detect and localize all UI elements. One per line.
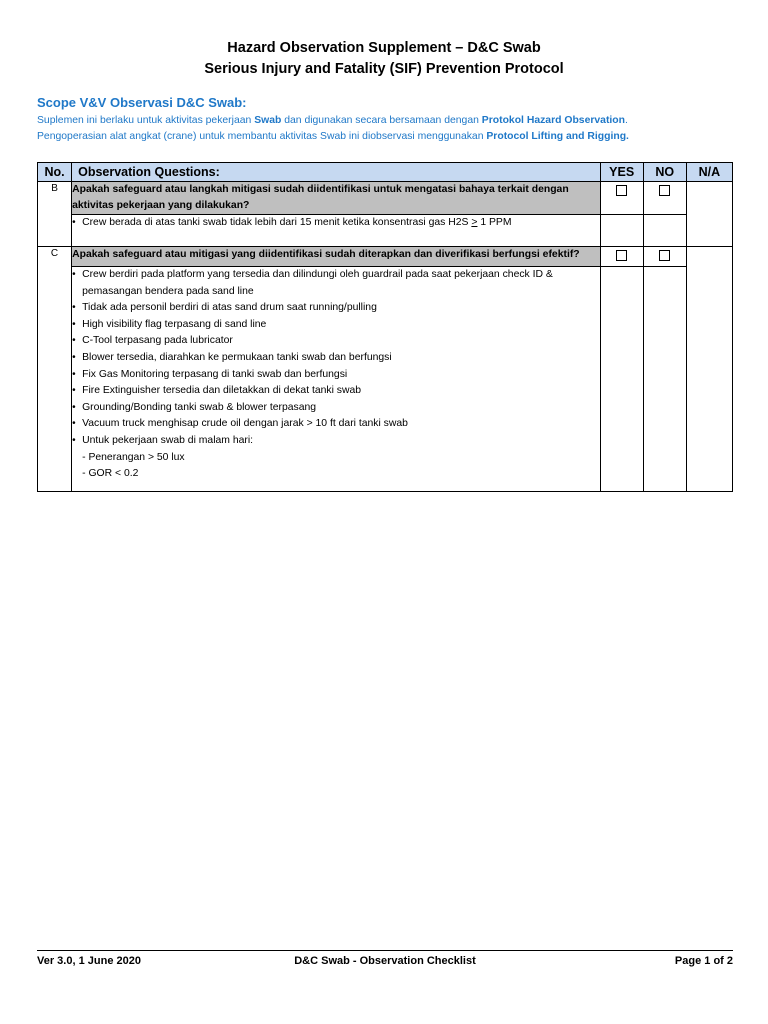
header-no-answer: NO: [643, 163, 686, 182]
item-b-geq: >: [471, 217, 478, 228]
footer-version: Ver 3.0, 1 June 2020: [37, 955, 141, 967]
list-item: [72, 400, 600, 417]
document-title: [0, 38, 768, 80]
no-checkbox-b[interactable]: [659, 185, 670, 196]
item-c-4: C-Tool terpasang pada lubricator: [82, 335, 233, 347]
item-c-10: Untuk pekerjaan swab di malam hari:: [82, 434, 254, 446]
list-item: [72, 300, 600, 317]
scope-line-1-text-mid: dan digunakan secara bersamaan dengan: [281, 115, 482, 126]
items-b: [72, 215, 601, 247]
item-c-2: Tidak ada personil berdiri di atas sand drum saat running/pulling: [82, 302, 377, 314]
list-item: [72, 333, 600, 350]
header-no: No.: [38, 163, 72, 182]
question-c: Apakah safeguard atau mitigasi yang diidentifikasi sudah diterapkan dan diverifikasi berfungsi efektif?: [72, 247, 601, 267]
scope-section: [37, 95, 737, 145]
items-c: [72, 267, 601, 492]
list-item: [72, 317, 600, 334]
bullet-icon: •: [72, 418, 76, 430]
list-item: [72, 267, 600, 300]
table-row-c-items: [38, 267, 733, 492]
header-yes: YES: [600, 163, 643, 182]
list-item: [72, 416, 600, 433]
bullet-icon: •: [72, 434, 76, 446]
header-na: N/A: [686, 163, 732, 182]
scope-line-1-text: Suplemen ini berlaku untuk aktivitas pekerjaan: [37, 115, 255, 126]
no-cell-b: [643, 182, 686, 215]
list-item: [72, 215, 600, 232]
yes-checkbox-c[interactable]: [616, 250, 627, 261]
yes-cell-b: [600, 182, 643, 215]
bullet-icon: •: [72, 335, 76, 347]
header-observation-questions: Observation Questions:: [72, 163, 601, 182]
bullet-icon: •: [72, 368, 76, 380]
scope-line-1-bold-protocol: Protokol Hazard Observation: [481, 115, 625, 126]
yes-area-c[interactable]: [600, 267, 643, 492]
list-item: [72, 367, 600, 384]
list-item: [72, 433, 600, 450]
scope-line-2-text: Pengoperasian alat angkat (crane) untuk membantu aktivitas Swab ini diobservasi menggunakan: [37, 131, 487, 142]
row-number-b: B: [38, 182, 72, 247]
item-c-5: Blower tersedia, diarahkan ke permukaan tanki swab dan berfungsi: [82, 351, 392, 363]
bullet-icon: •: [72, 385, 76, 397]
yes-cell-c: [600, 247, 643, 267]
item-c-7: Fire Extinguisher tersedia dan diletakkan di dekat tanki swab: [82, 385, 362, 397]
na-cell-c[interactable]: [686, 247, 732, 492]
no-checkbox-c[interactable]: [659, 250, 670, 261]
bullet-icon: •: [72, 351, 76, 363]
sub-item-lux: - Penerangan > 50 lux: [82, 451, 185, 463]
bullet-icon: •: [72, 302, 76, 314]
row-number-c: C: [38, 247, 72, 492]
bullet-icon: •: [72, 269, 76, 280]
table-header-row: [38, 163, 733, 182]
item-c-1: Crew berdiri pada platform yang tersedia dan dilindungi oleh guardrail pada saat pekerjaan check ID & pemasangan bendera pada sand line: [82, 269, 553, 297]
yes-area-b[interactable]: [600, 215, 643, 247]
table-row-c-question: [38, 247, 733, 267]
no-area-c[interactable]: [643, 267, 686, 492]
scope-line-2-bold-protocol: Protocol Lifting and Rigging.: [486, 131, 629, 142]
footer-page-number: Page 1 of 2: [674, 955, 733, 967]
no-area-b[interactable]: [643, 215, 686, 247]
title-line-2: Serious Injury and Fatality (SIF) Prevention Protocol: [204, 61, 564, 77]
item-c-3: High visibility flag terpasang di sand line: [82, 318, 267, 330]
sub-item-gor: - GOR < 0.2: [82, 468, 139, 480]
na-cell-b[interactable]: [686, 182, 732, 247]
table-row-b-question: [38, 182, 733, 215]
item-c-9: Vacuum truck menghisap crude oil dengan jarak > 10 ft dari tanki swab: [82, 418, 408, 430]
no-cell-c: [643, 247, 686, 267]
scope-line-1: [37, 113, 737, 129]
footer-doc-title: D&C Swab - Observation Checklist: [294, 955, 476, 967]
table-row-b-items: [38, 215, 733, 247]
bullet-icon: •: [72, 318, 76, 330]
question-b: Apakah safeguard atau langkah mitigasi sudah diidentifikasi untuk mengatasi bahaya terkait dengan aktivitas pekerjaan yang dilakukan?: [72, 182, 601, 215]
title-line-1: Hazard Observation Supplement – D&C Swab: [227, 40, 541, 56]
item-c-8: Grounding/Bonding tanki swab & blower terpasang: [82, 401, 317, 413]
bullet-icon: •: [72, 217, 76, 228]
item-b-text: Crew berada di atas tanki swab tidak lebih dari 15 menit ketika konsentrasi gas H2S: [82, 217, 472, 228]
page-footer: [37, 950, 733, 971]
yes-checkbox-b[interactable]: [616, 185, 627, 196]
item-b-text-end: 1 PPM: [477, 217, 512, 228]
observation-checklist-table: [37, 162, 733, 492]
scope-line-2: [37, 129, 737, 145]
list-item: [72, 350, 600, 367]
bullet-icon: •: [72, 401, 76, 413]
scope-line-1-bold-swab: Swab: [254, 115, 282, 126]
scope-heading: Scope V&V Observasi D&C Swab:: [37, 95, 247, 110]
list-item: [72, 383, 600, 400]
item-c-6: Fix Gas Monitoring terpasang di tanki swab dan berfungsi: [82, 368, 348, 380]
scope-line-1-text-end: .: [625, 115, 628, 126]
